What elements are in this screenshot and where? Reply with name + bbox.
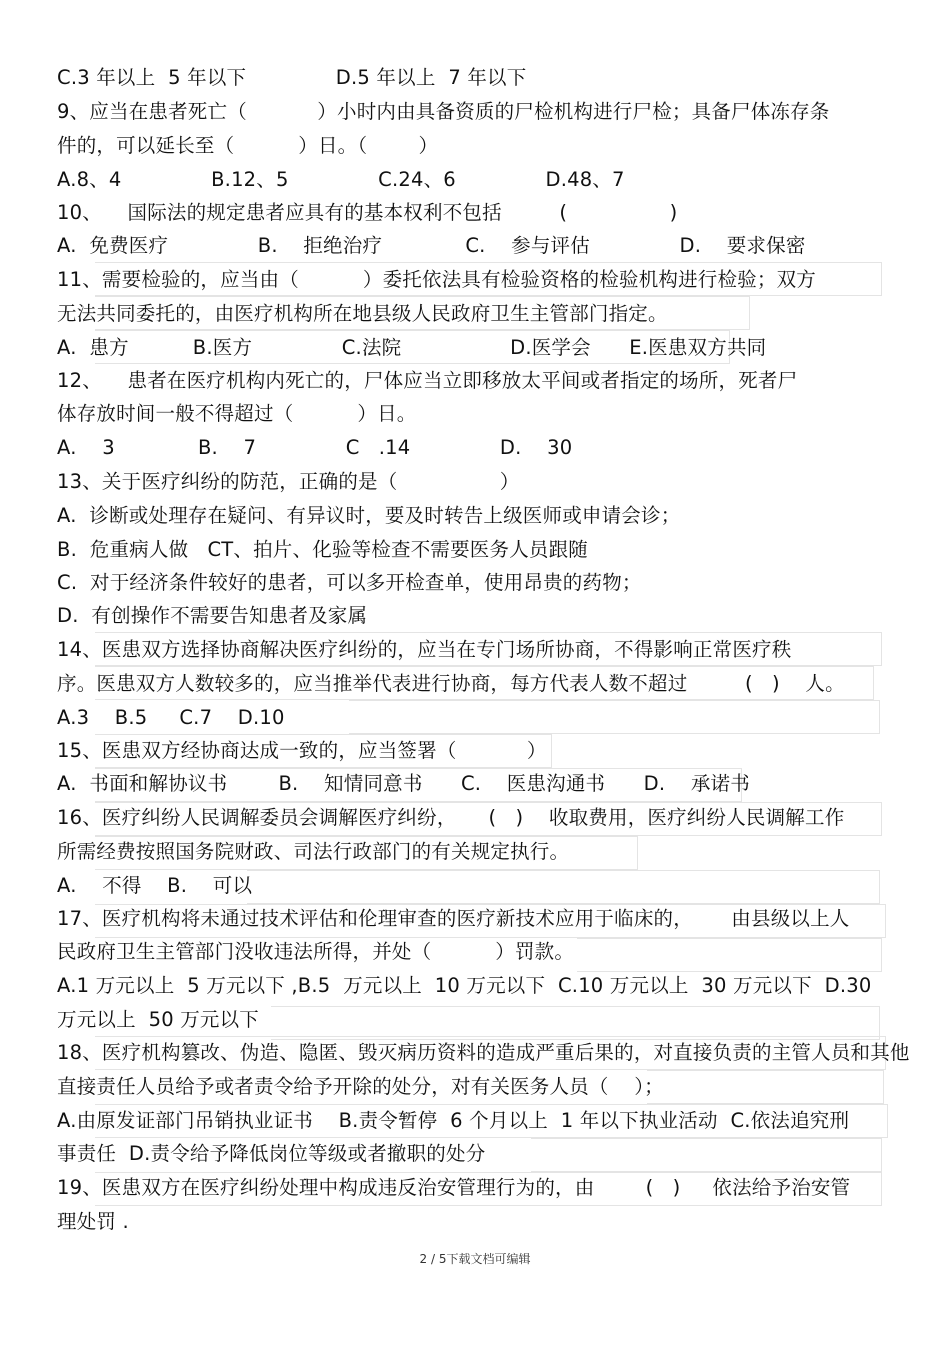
question-18-options-line-2: 事责任 D.责令给予降低岗位等级或者撤职的处分	[57, 1142, 486, 1165]
text-box-outline	[577, 938, 882, 972]
question-12-line-2: 体存放时间一般不得超过（ ）日。	[57, 402, 417, 425]
question-14-options: A.3 B.5 C.7 D.10	[57, 706, 285, 729]
question-18-line-2: 直接责任人员给予或者责令给予开除的处分，对有关医务人员（ ）；	[57, 1075, 664, 1098]
question-15-options: A. 书面和解协议书 B. 知情同意书 C. 医患沟通书 D. 承诺书	[57, 772, 750, 795]
text-box-outline	[349, 700, 880, 734]
question-12-options: A. 3 B. 7 C .14 D. 30	[57, 436, 573, 459]
page-footer: 2 / 5下载文档可编辑	[419, 1252, 531, 1266]
question-13-option-c: C. 对于经济条件较好的患者，可以多开检查单，使用昂贵的药物；	[57, 571, 642, 594]
question-19-line-2: 理处罚 .	[57, 1210, 129, 1233]
text-box-outline	[271, 1006, 880, 1040]
question-14-line-2: 序。医患双方人数较多的，应当推举代表进行协商，每方代表人数不超过 ( ) 人。	[57, 672, 845, 695]
question-10: 10、 国际法的规定患者应具有的基本权利不包括 ( )	[57, 201, 678, 224]
question-17-line-2: 民政府卫生主管部门没收违法所得，并处（ ）罚款。	[57, 940, 575, 963]
question-9-line-2: 件的，可以延长至（ ）日。（ ）	[57, 134, 439, 157]
question-11-line-1: 11、需要检验的，应当由（ ）委托依法具有检验资格的检验机构进行检验；双方	[57, 268, 816, 291]
question-16-options: A. 不得 B. 可以	[57, 874, 253, 897]
question-19-line-1: 19、医患双方在医疗纠纷处理中构成违反治安管理行为的，由 ( ) 依法给予治安管	[57, 1176, 851, 1199]
question-17-options-line-2: 万元以上 50 万元以下	[57, 1008, 260, 1031]
question-13-option-b: B. 危重病人做 CT、拍片、化验等检查不需要医务人员跟随	[57, 538, 588, 561]
question-18-line-1: 18、医疗机构篡改、伪造、隐匿、毁灭病历资料的造成严重后果的，对直接负责的主管人员和其他	[57, 1041, 910, 1064]
question-13: 13、关于医疗纠纷的防范，正确的是（ ）	[57, 470, 520, 493]
question-16-line-2: 所需经费按照国务院财政、司法行政部门的有关规定执行。	[57, 840, 570, 863]
question-12-line-1: 12、 患者在医疗机构内死亡的，尸体应当立即移放太平间或者指定的场所，死者尸	[57, 369, 798, 392]
question-17-options-line-1: A.1 万元以上 5 万元以下 ,B.5 万元以上 10 万元以下 C.10 万元以上 30 万元以下 D.30	[57, 974, 872, 997]
question-16-line-1: 16、医疗纠纷人民调解委员会调解医疗纠纷， ( ) 收取费用，医疗纠纷人民调解工作	[57, 806, 845, 829]
text-box-outline	[647, 1070, 884, 1104]
question-13-option-a: A. 诊断或处理存在疑问、有异议时，要及时转告上级医师或申请会诊；	[57, 504, 681, 527]
question-11-line-2: 无法共同委托的，由医疗机构所在地县级人民政府卫生主管部门指定。	[57, 302, 668, 325]
text-box-outline	[247, 870, 880, 904]
question-17-line-1: 17、医疗机构将未通过技术评估和伦理审查的医疗新技术应用于临床的， 由县级以上人	[57, 907, 850, 930]
question-14-line-1: 14、医患双方选择协商解决医疗纠纷的，应当在专门场所协商，不得影响正常医疗秩	[57, 638, 792, 661]
question-10-options: A. 免费医疗 B. 拒绝治疗 C. 参与评估 D. 要求保密	[57, 234, 806, 257]
option-line-q8: C.3 年以上 5 年以下 D.5 年以上 7 年以下	[57, 66, 527, 89]
question-9-options: A.8、4 B.12、5 C.24、6 D.48、7	[57, 168, 625, 191]
text-box-outline	[531, 1138, 882, 1172]
question-13-option-d: D. 有创操作不需要告知患者及家属	[57, 604, 368, 627]
question-9-line-1: 9、应当在患者死亡（ ）小时内由具备资质的尸检机构进行尸检；具备尸体冻存条	[57, 100, 830, 123]
question-18-options-line-1: A.由原发证部门吊销执业证书 B.责令暂停 6 个月以上 1 年以下执业活动 C.依法追究刑	[57, 1109, 850, 1132]
question-11-options: A. 患方 B.医方 C.法院 D.医学会 E.医患双方共同	[57, 336, 767, 359]
question-15: 15、医患双方经协商达成一致的，应当签署（ ）	[57, 739, 547, 762]
